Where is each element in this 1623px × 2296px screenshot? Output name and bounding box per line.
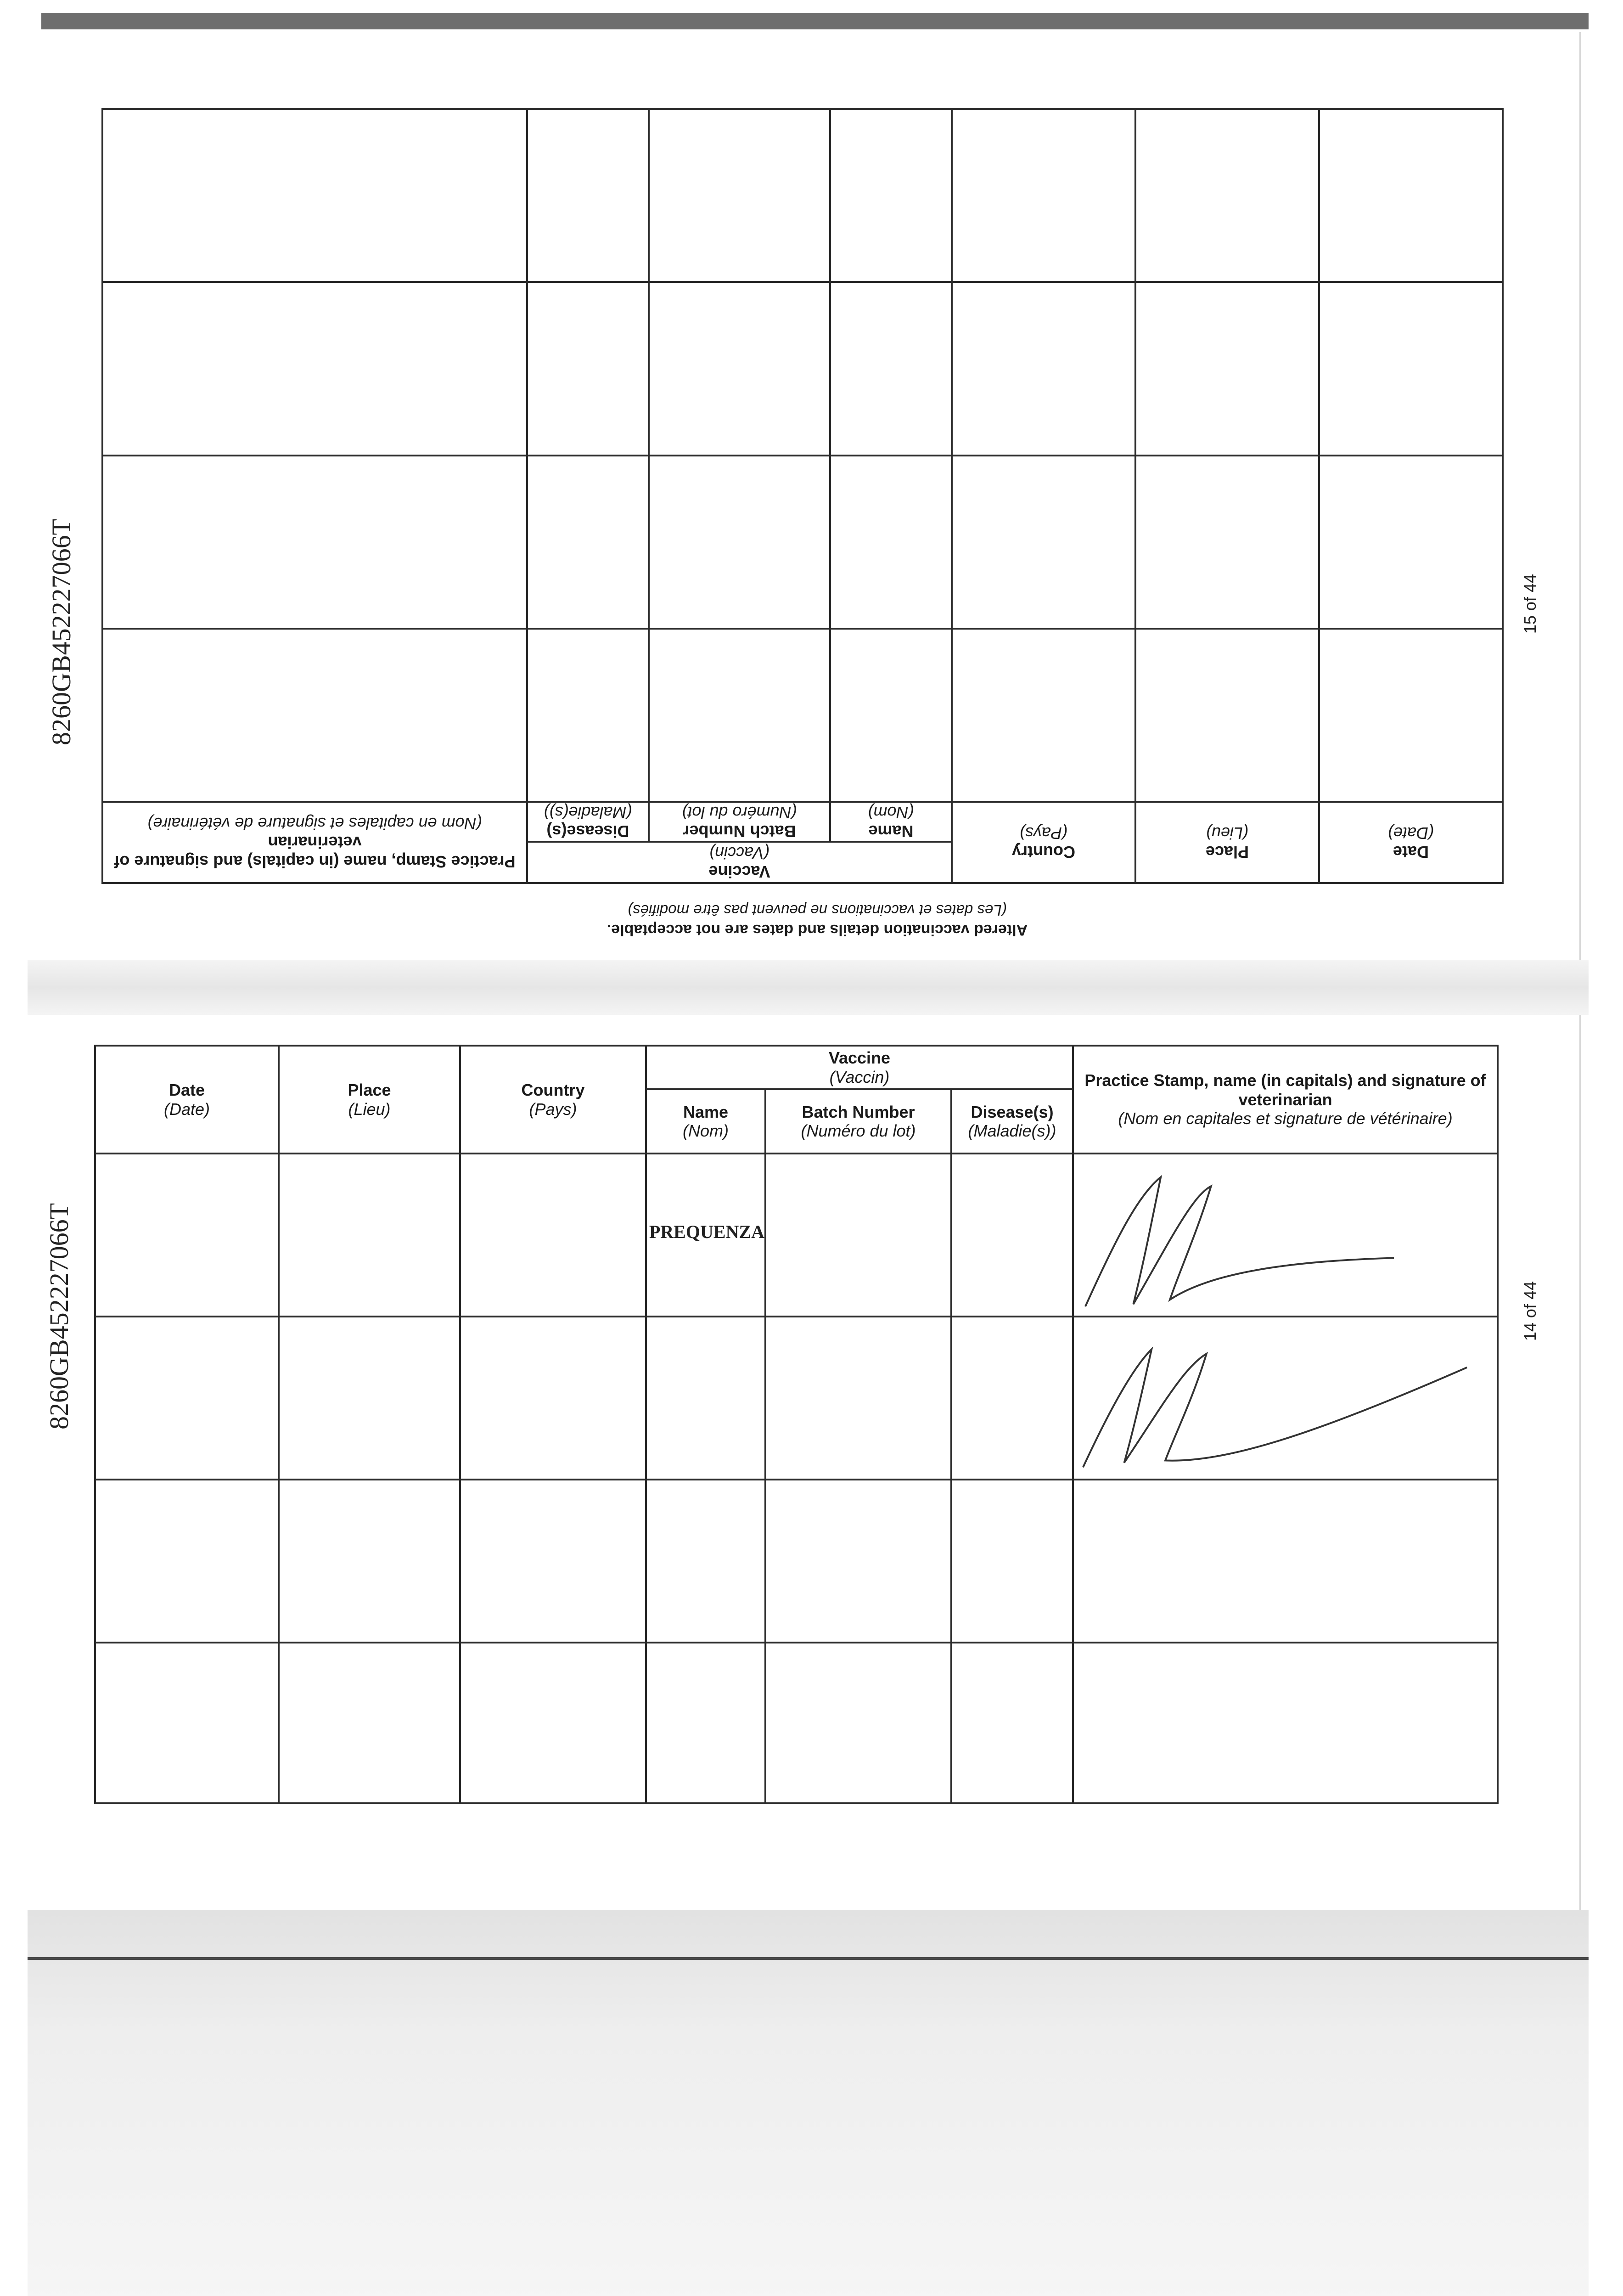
page-number-lower: 14 of 44 <box>1521 1281 1539 1341</box>
header-disease: Disease(s) (Maladie(s)) <box>951 1089 1073 1154</box>
table-row <box>95 1643 1498 1803</box>
alteration-notice: Altered vaccination details and dates are not acceptable. (Les dates et vaccinations ne peuvent pas être modifiés) <box>607 901 1028 939</box>
table-row <box>102 629 1503 802</box>
table-row <box>95 1154 1498 1317</box>
row-date <box>95 1154 279 1317</box>
header-place: Place (Lieu) <box>1135 802 1319 883</box>
row-stamp <box>1073 1317 1498 1480</box>
veterinarian-signature <box>1074 1317 1497 1479</box>
header-vaccine: Vaccine (Vaccin) <box>646 1046 1073 1089</box>
header-country: Country (Pays) <box>952 802 1135 883</box>
page-fold <box>28 960 1589 1015</box>
row-vaccine-name <box>646 1154 765 1317</box>
veterinarian-signature <box>1074 1154 1497 1316</box>
row-date <box>95 1317 279 1480</box>
table-row <box>102 109 1503 282</box>
table-row <box>95 1480 1498 1643</box>
row-batch <box>765 1154 951 1317</box>
header-stamp: Practice Stamp, name (in capitals) and signature of veterinarian (Nom en capitales et signature de vétérinaire) <box>1073 1046 1498 1154</box>
row-stamp <box>1073 1154 1498 1317</box>
header-place: Place (Lieu) <box>279 1046 460 1154</box>
row-place <box>279 1317 460 1480</box>
header-date: Date (Date) <box>1319 802 1503 883</box>
row-disease <box>951 1154 1073 1317</box>
row-disease <box>951 1317 1073 1480</box>
row-country <box>460 1154 646 1317</box>
scanner-shadow <box>28 1910 1589 2296</box>
vaccination-table-lower <box>94 1045 1497 1802</box>
header-name: Name (Nom) <box>830 802 952 842</box>
row-vaccine-name <box>646 1317 765 1480</box>
row-batch <box>765 1317 951 1480</box>
passport-id-lower: 8260GB452227066T <box>44 1203 74 1429</box>
header-stamp: Practice Stamp, name (in capitals) and signature of veterinarian (Nom en capitales et signature de vétérinaire) <box>102 802 527 883</box>
table-row <box>95 1317 1498 1480</box>
row-country <box>460 1317 646 1480</box>
passport-id-upper: 8260GB452227066T <box>46 519 76 745</box>
table-row <box>102 456 1503 629</box>
header-disease: Disease(s) (Maladie(s)) <box>527 802 649 842</box>
header-date: Date (Date) <box>95 1046 279 1154</box>
header-name: Name (Nom) <box>646 1089 765 1154</box>
vaccine-name-printed: PREQUENZA <box>649 1221 764 1242</box>
spine-line <box>28 1957 1589 1960</box>
table-row <box>102 282 1503 455</box>
header-batch: Batch Number (Numéro du lot) <box>649 802 830 842</box>
header-batch: Batch Number (Numéro du lot) <box>765 1089 951 1154</box>
header-vaccine: Vaccine (Vaccin) <box>527 842 952 883</box>
page-number-upper: 15 of 44 <box>1521 574 1539 634</box>
vaccination-table-upper <box>103 108 1504 884</box>
scan-edge <box>41 13 1589 29</box>
row-place <box>279 1154 460 1317</box>
header-country: Country (Pays) <box>460 1046 646 1154</box>
